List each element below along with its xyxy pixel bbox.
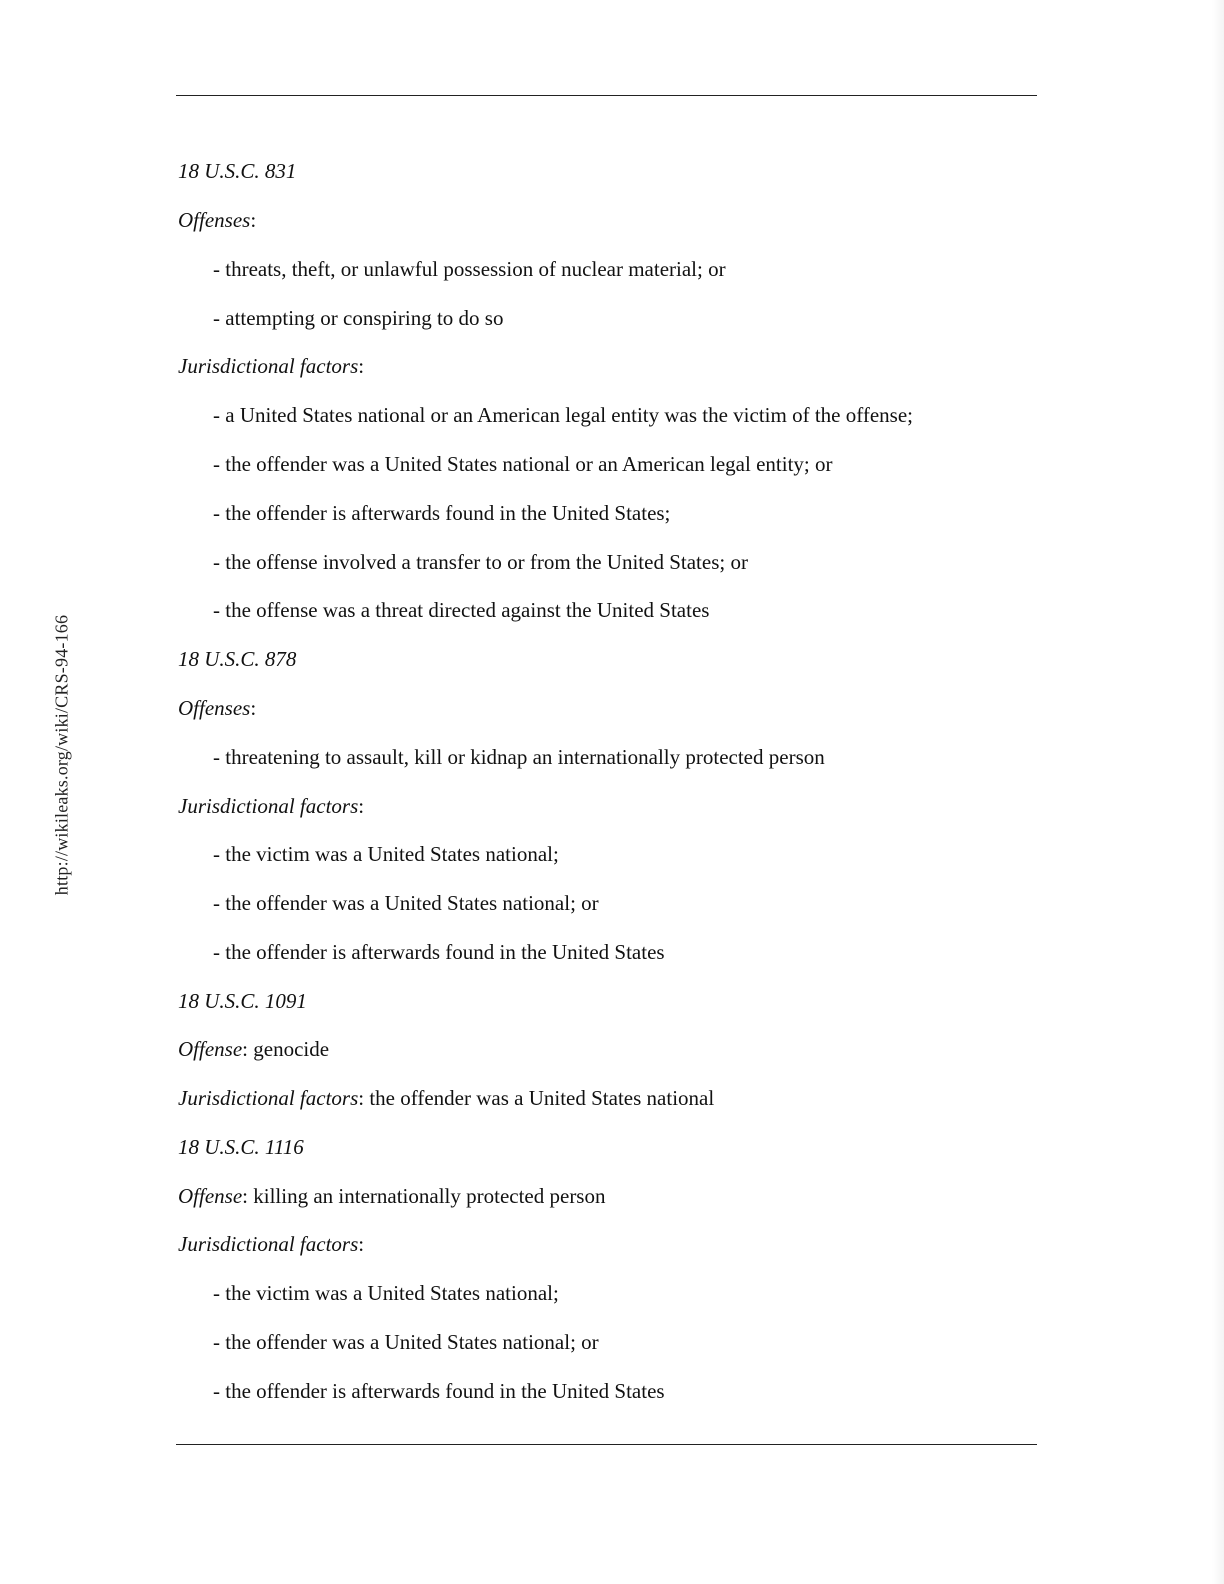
jurisdiction-label-line: Jurisdictional factors: xyxy=(178,354,365,378)
citation-heading: 18 U.S.C. 831 xyxy=(178,159,297,183)
list-item: - the offender is afterwards found in the United States; xyxy=(213,501,671,525)
jurisdiction-label: Jurisdictional factors xyxy=(178,1232,359,1256)
list-item: - the offense involved a transfer to or from the United States; or xyxy=(213,550,748,574)
offenses-label: Offenses xyxy=(178,696,251,720)
side-source-url: http://wikileaks.org/wiki/CRS-94-166 xyxy=(51,614,72,896)
offenses-label: Offenses xyxy=(178,208,251,232)
offense-label: Offense xyxy=(178,1037,243,1061)
offenses-label-line: Offenses: xyxy=(178,696,257,720)
citation-heading: 18 U.S.C. 1091 xyxy=(178,989,307,1013)
list-item: - the victim was a United States national; xyxy=(213,842,559,866)
list-item: - the offender was a United States national; or xyxy=(213,1330,599,1354)
list-item: - attempting or conspiring to do so xyxy=(213,306,504,330)
jurisdiction-label: Jurisdictional factors xyxy=(178,354,359,378)
list-item: - the offense was a threat directed against the United States xyxy=(213,598,710,622)
citation-heading: 18 U.S.C. 878 xyxy=(178,647,297,671)
list-item: - the offender is afterwards found in the United States xyxy=(213,1379,665,1403)
offense-text: killing an internationally protected person xyxy=(253,1184,606,1208)
list-item: - the offender was a United States national; or xyxy=(213,891,599,915)
bottom-rule xyxy=(176,1444,1037,1445)
list-item: - threats, theft, or unlawful possession of nuclear material; or xyxy=(213,257,726,281)
jurisdiction-label: Jurisdictional factors xyxy=(178,1086,359,1110)
list-item: - threatening to assault, kill or kidnap an internationally protected person xyxy=(213,745,825,769)
offenses-label-line: Offenses: xyxy=(178,208,257,232)
offense-line: Offense: genocide xyxy=(178,1037,330,1061)
page-edge-shadow xyxy=(1212,0,1224,1584)
list-item: - the offender is afterwards found in the United States xyxy=(213,940,665,964)
list-item: - the offender was a United States national or an American legal entity; or xyxy=(213,452,833,476)
offense-line: Offense: killing an internationally protected person xyxy=(178,1184,606,1208)
citation-heading: 18 U.S.C. 1116 xyxy=(178,1135,304,1159)
list-item: - a United States national or an American legal entity was the victim of the offense; xyxy=(213,403,913,427)
offense-label: Offense xyxy=(178,1184,243,1208)
top-rule xyxy=(176,95,1037,96)
jurisdiction-label: Jurisdictional factors xyxy=(178,794,359,818)
jurisdiction-line: Jurisdictional factors: the offender was a United States national xyxy=(178,1086,715,1110)
jurisdiction-label-line: Jurisdictional factors: xyxy=(178,1232,365,1256)
offense-text: genocide xyxy=(253,1037,330,1061)
list-item: - the victim was a United States national; xyxy=(213,1281,559,1305)
jurisdiction-text: the offender was a United States national xyxy=(369,1086,715,1110)
jurisdiction-label-line: Jurisdictional factors: xyxy=(178,794,365,818)
